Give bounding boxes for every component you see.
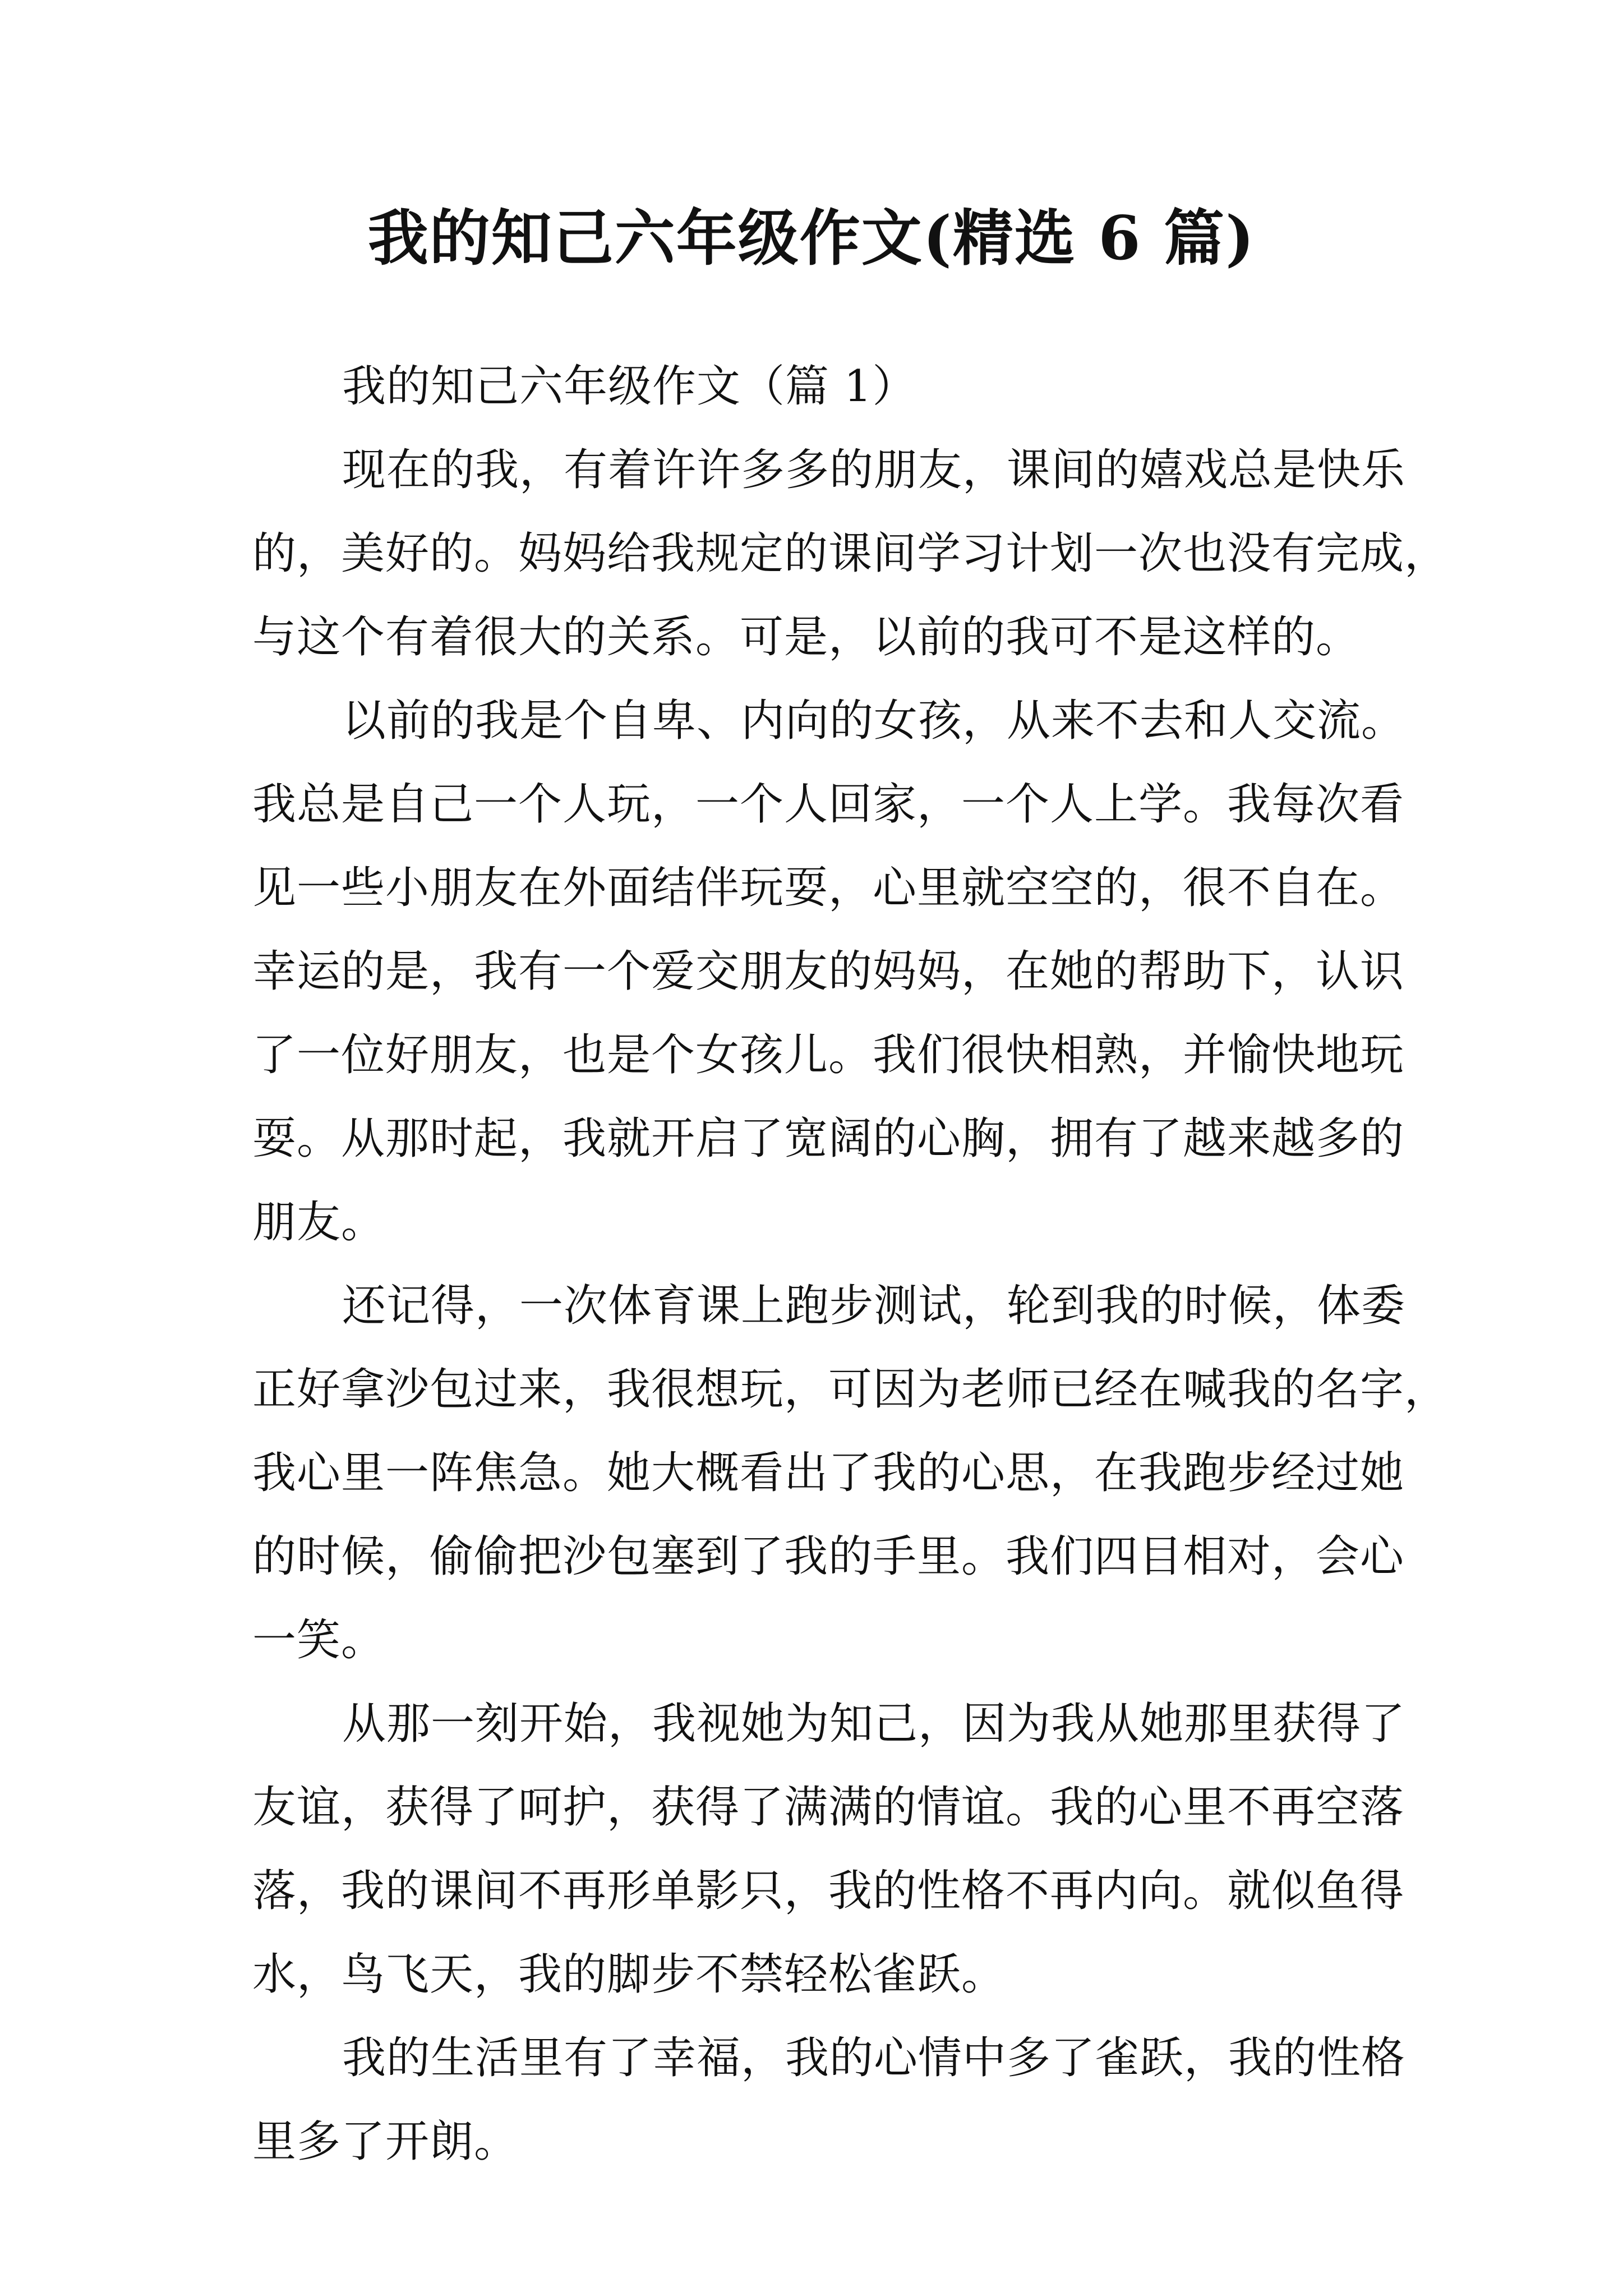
paragraph-line: 耍。从那时起，我就开启了宽阔的心胸，拥有了越来越多的 <box>252 1114 1405 1164</box>
paragraph-line: 水，鸟飞天，我的脚步不禁轻松雀跃。 <box>252 1949 1006 2000</box>
paragraph-line: 我总是自己一个人玩，一个人回家，一个人上学。我每次看 <box>252 779 1405 830</box>
paragraph-line: 还记得，一次体育课上跑步测试，轮到我的时候，体委 <box>342 1281 1406 1331</box>
paragraph-line: 我的生活里有了幸福，我的心情中多了雀跃，我的性格 <box>342 2033 1406 2083</box>
paragraph-line: 与这个有着很大的关系。可是，以前的我可不是这样的。 <box>252 612 1361 662</box>
paragraph-line: 以前的我是个自卑、内向的女孩，从来不去和人交流。 <box>342 696 1406 746</box>
paragraph-line: 友谊，获得了呵护，获得了满满的情谊。我的心里不再空落 <box>252 1782 1405 1833</box>
paragraph-line: 我心里一阵焦急。她大概看出了我的心思，在我跑步经过她 <box>252 1448 1405 1498</box>
paragraph-line: 里多了开朗。 <box>252 2116 519 2167</box>
document-title: 我的知己六年级作文(精选 6 篇) <box>367 203 1256 274</box>
paragraph-line: 了一位好朋友，也是个女孩儿。我们很快相熟，并愉快地玩 <box>252 1030 1405 1080</box>
paragraph-line: 落，我的课间不再形单影只，我的性格不再内向。就似鱼得 <box>252 1866 1405 1916</box>
paragraph-line: 从那一刻开始，我视她为知己，因为我从她那里获得了 <box>342 1699 1406 1749</box>
paragraph-line: 朋友。 <box>252 1197 386 1248</box>
paragraph-line: 正好拿沙包过来，我很想玩，可因为老师已经在喊我的名字， <box>252 1364 1449 1415</box>
paragraph-line: 现在的我，有着许许多多的朋友，课间的嬉戏总是快乐 <box>342 445 1406 495</box>
paragraph-line: 的，美好的。妈妈给我规定的课间学习计划一次也没有完成， <box>252 528 1449 579</box>
paragraph-line: 一笑。 <box>252 1615 386 1665</box>
paragraph-line: 的时候，偷偷把沙包塞到了我的手里。我们四目相对，会心 <box>252 1531 1405 1582</box>
paragraph-line: 见一些小朋友在外面结伴玩耍，心里就空空的，很不自在。 <box>252 863 1405 913</box>
document-body <box>252 345 1449 2184</box>
paragraph-line: 幸运的是，我有一个爱交朋友的妈妈，在她的帮助下，认识 <box>252 946 1405 997</box>
section-heading: 我的知己六年级作文（篇 1） <box>342 361 917 412</box>
